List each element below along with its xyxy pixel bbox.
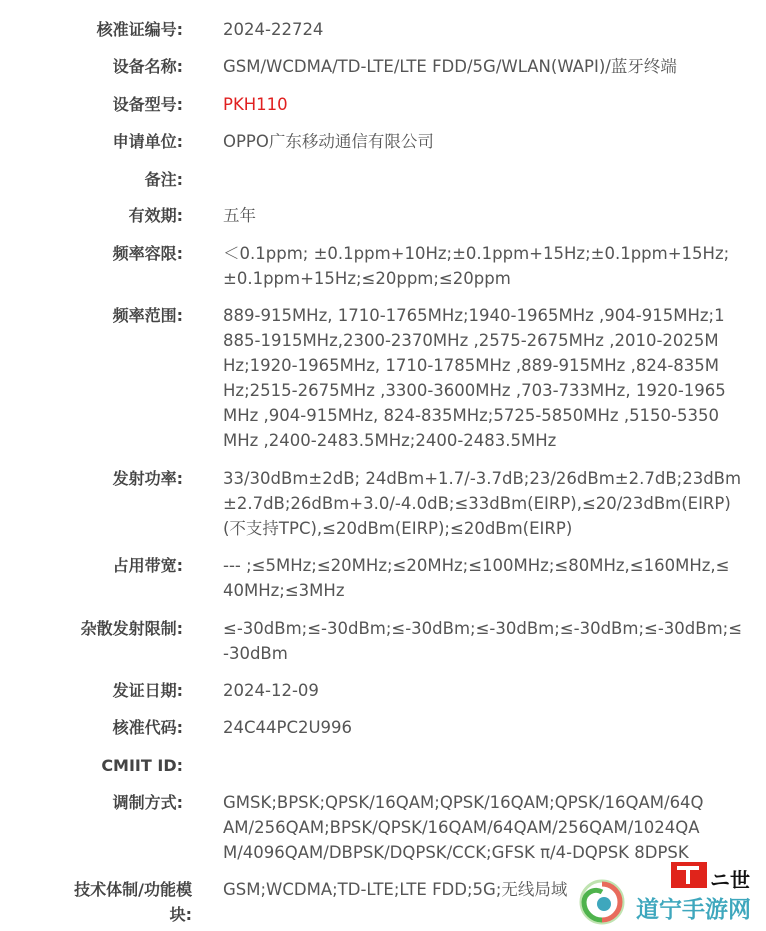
approval-number-value: 2024-22724 [223,20,324,39]
modulation-value: GMSK;BPSK;QPSK/16QAM;QPSK/16QAM;QPSK/16QAM/64Q AM/256QAM;BPSK/QPSK/16QAM/64QAM/256QAM/1024QA M/4096QAM/DBPSK/DQPSK/CCK;GFSK π/4-DQPSK 8DPSK [223,793,704,862]
frequency-range-label: 频率范围: [112,306,183,325]
device-name-label: 设备名称: [112,57,183,76]
swirl-logo-icon [578,878,626,926]
it-logo-watermark [671,862,707,888]
frequency-tolerance-value: ＜0.1ppm; ±0.1ppm+10Hz;±0.1ppm+15Hz;±0.1ppm+15Hz; ±0.1ppm+15Hz;≤20ppm;≤20ppm [223,244,730,288]
frequency-range-value: 889-915MHz, 1710-1765MHz;1940-1965MHz ,904-915MHz;1 885-1915MHz,2300-2370MHz ,2575-2675MHz ,2010-2025M Hz;1920-1965MHz, 1710-1785MHz ,889-915MHz ,824-835M Hz;2515-2675MHz ,3300-3600MHz ,703-733MHz, 1920-1965 MHz ,904-915MHz, 824-835MHz;5725-5850MHz ,5150-5350 MHz ,2400-2483.5MHz;2400-2483.5MHz [223,306,726,450]
validity-value: 五年 [223,206,256,225]
spurious-emission-value: ≤-30dBm;≤-30dBm;≤-30dBm;≤-30dBm;≤-30dBm;≤-30dBm;≤ -30dBm [223,619,743,663]
spurious-emission-label: 杂散发射限制: [80,619,183,638]
validity-label: 有效期: [128,206,183,225]
device-model-label: 设备型号: [112,95,183,114]
transmit-power-label: 发射功率: [112,469,183,488]
cmiit-id-label: CMIIT ID: [101,756,183,775]
watermark-glyphs: ニ世 [710,868,750,892]
approval-code-value: 24C44PC2U996 [223,718,353,737]
applicant-label: 申请单位: [112,132,183,151]
occupied-bandwidth-label: 占用带宽: [112,556,183,575]
remarks-label: 备注: [144,170,183,189]
device-model-value: PKH110 [223,95,288,114]
device-name-value: GSM/WCDMA/TD-LTE/LTE FDD/5G/WLAN(WAPI)/蓝牙终端 [223,57,677,76]
occupied-bandwidth-value: --- ;≤5MHz;≤20MHz;≤20MHz;≤100MHz;≤80MHz,≤160MHz,≤ 40MHz;≤3MHz [223,556,730,600]
approval-code-label: 核准代码: [112,718,183,737]
site-watermark-text: 道宁手游网 [636,897,751,923]
frequency-tolerance-label: 频率容限: [112,244,183,263]
applicant-value: OPPO广东移动通信有限公司 [223,132,434,151]
technology-modules-value: GSM;WCDMA;TD-LTE;LTE FDD;5G;无线局域 [223,880,568,899]
modulation-label: 调制方式: [112,793,183,812]
issue-date-value: 2024-12-09 [223,681,319,700]
issue-date-label: 发证日期: [112,681,183,700]
technology-modules-label: 技术体制/功能模块: [74,880,192,924]
transmit-power-value: 33/30dBm±2dB; 24dBm+1.7/-3.7dB;23/26dBm±2.7dB;23dBm ±2.7dB;26dBm+3.0/-4.0dB;≤33dBm(EIRP),≤20/23dBm(EIRP) (不支持TPC),≤20dBm(EIRP);≤20dBm(EIRP) [223,469,742,538]
approval-number-label: 核准证编号: [96,20,183,39]
